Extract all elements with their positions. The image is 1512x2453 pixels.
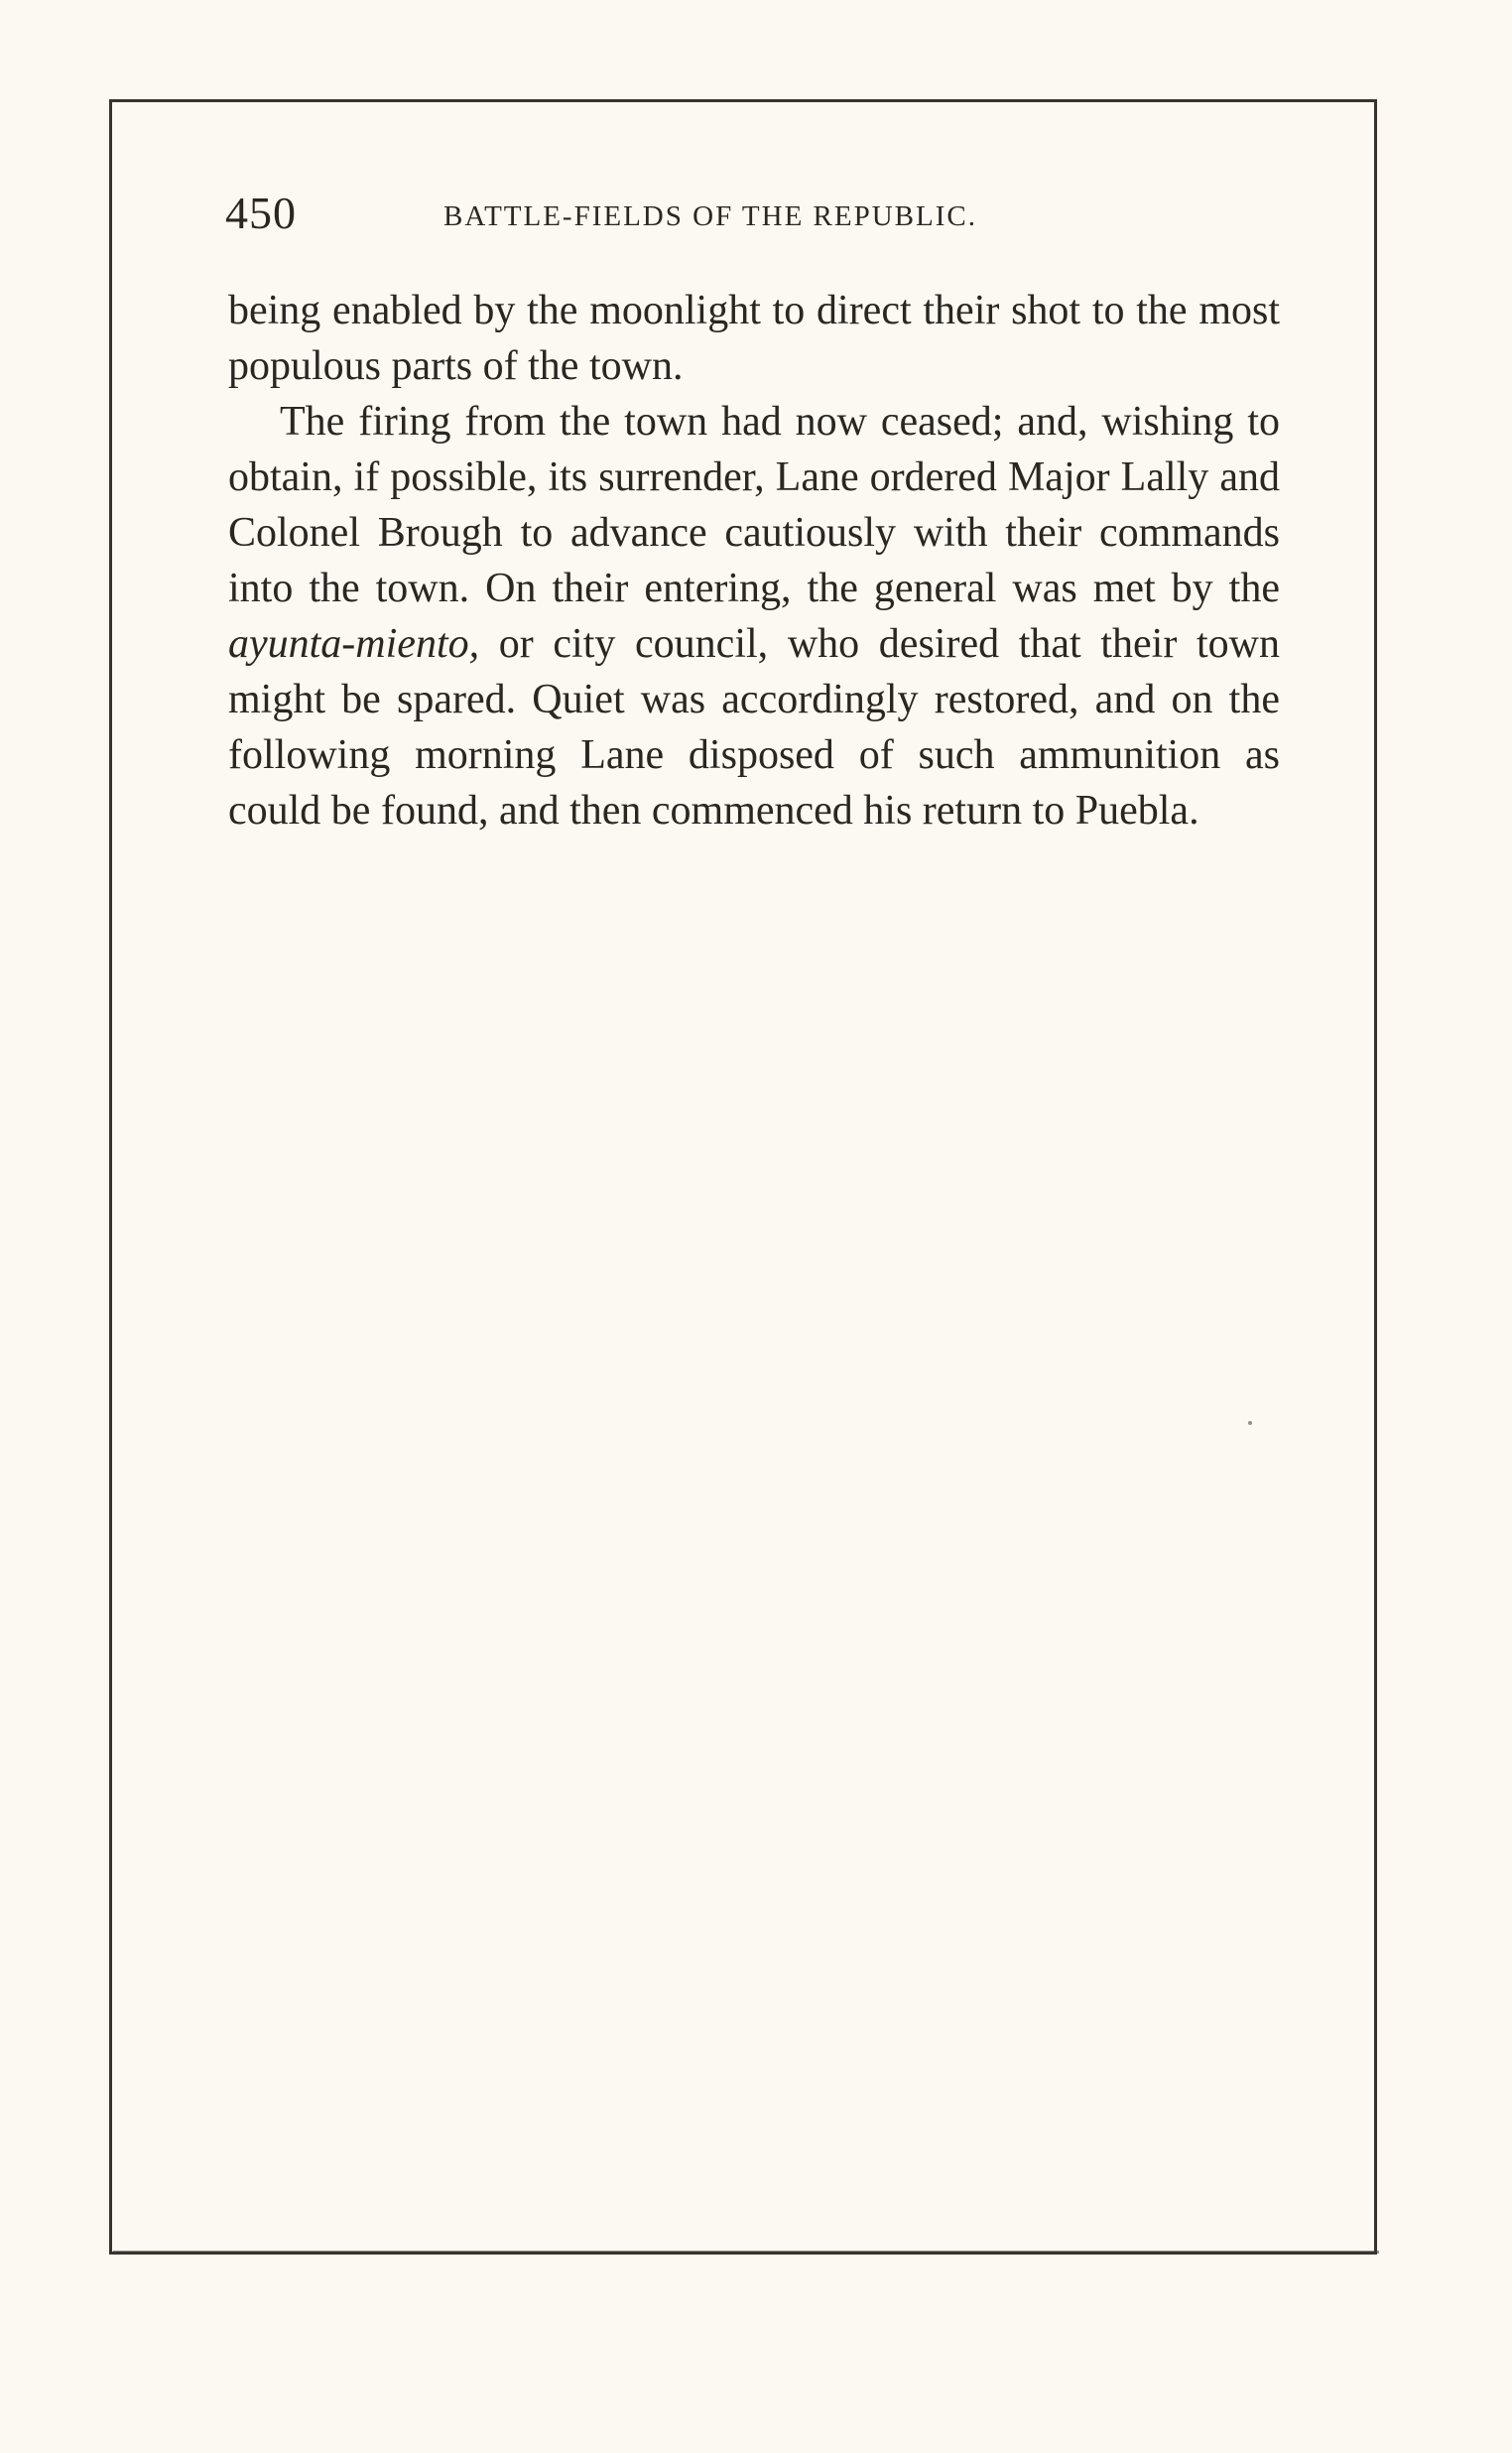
running-head	[225, 187, 1277, 246]
paragraph-firing-ceased	[228, 394, 1280, 839]
page-number: 450	[225, 188, 297, 238]
paper-speck	[1248, 1421, 1252, 1425]
page-border-bottom-rule	[113, 2251, 1379, 2254]
italic-term-ayuntamiento: ayunta-miento,	[228, 621, 480, 667]
paragraph-text-before-italic: The firing from the town had now ceased; and, wishing to obtain, if possible, its surrender, Lane ordered Major Lally and Colonel Brough to advance cautiously with their commands into the town. On their entering, the general was met by the	[228, 399, 1280, 611]
body-text	[228, 283, 1280, 839]
paragraph-continuation: being enabled by the moonlight to direct their shot to the most populous parts of the town.	[228, 288, 1280, 389]
paragraph-text-after-italic: or city council, who desired that their town might be spared. Quiet was accordingly restored, and on the following morning Lane disposed of such ammunition as could be found, and then commenced his return to Puebla.	[228, 621, 1280, 834]
running-title: BATTLE-FIELDS OF THE REPUBLIC.	[443, 200, 977, 232]
